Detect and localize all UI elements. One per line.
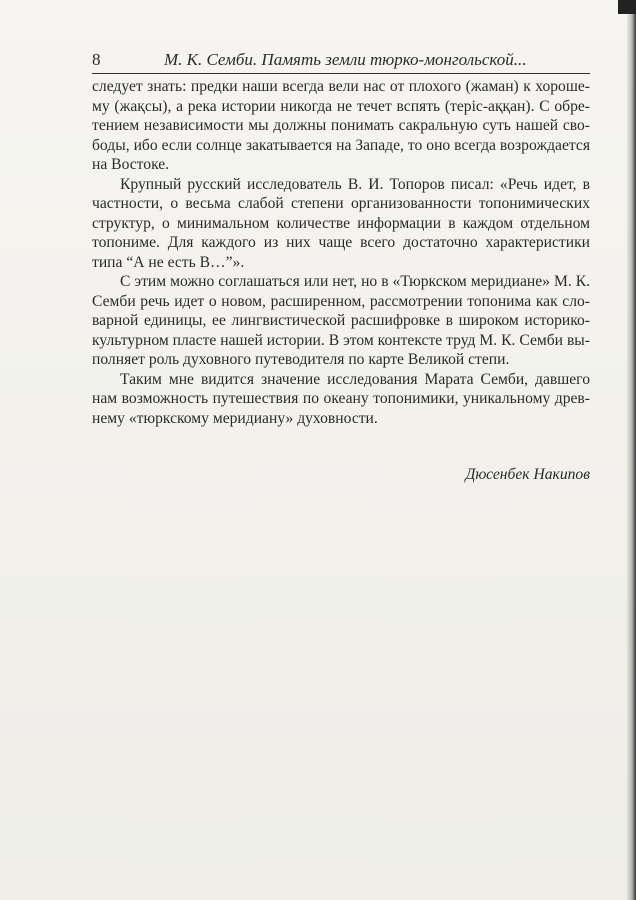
- page-number: 8: [92, 50, 101, 69]
- running-title: М. К. Семби. Память земли тюрко-монгольской...: [164, 50, 527, 69]
- paragraph: С этим можно соглашаться или нет, но в «Тюркском меридиане» М. К. Семби речь идет о новом, расширенном, рассмотрении топонима как словарной единицы, ее лингвистической расшифровке в широком историко-культурном пласте нашей истории. В этом контексте труд М. К. Семби выполняет роль духовного путеводителя по карте Великой степи.: [92, 273, 590, 368]
- body-text: [92, 77, 590, 428]
- paragraph: Крупный русский исследователь В. И. Топоров писал: «Речь идет, в частности, о весьма слабой степени организованности топонимических структур, о минимальном количестве информации в каждом отдельном топониме. Для каждого из них чаще всего достаточно характеристики типа “А не есть В…”».: [92, 175, 590, 271]
- scan-corner-mark: [618, 0, 636, 14]
- header-rule: [92, 73, 590, 74]
- paragraph: следует знать: предки наши всегда вели нас от плохого (жаман) к хорошему (жақсы), а река истории никогда не течет вспять (теріс-аққан). С обретением независимости мы должны понимать сакральную суть нашей свободы, ибо если солнце закатывается на Западе, то оно всегда возрождается на Востоке.: [92, 78, 590, 173]
- paragraph: Таким мне видится значение исследования Марата Семби, давшего нам возможность путешествия по океану топонимики, уникальному древнему «тюркскому меридиану» духовности.: [92, 370, 590, 427]
- page-edge-shadow: [626, 0, 636, 900]
- author-signature: Дюсенбек Накипов: [465, 466, 590, 483]
- running-head: [92, 50, 592, 74]
